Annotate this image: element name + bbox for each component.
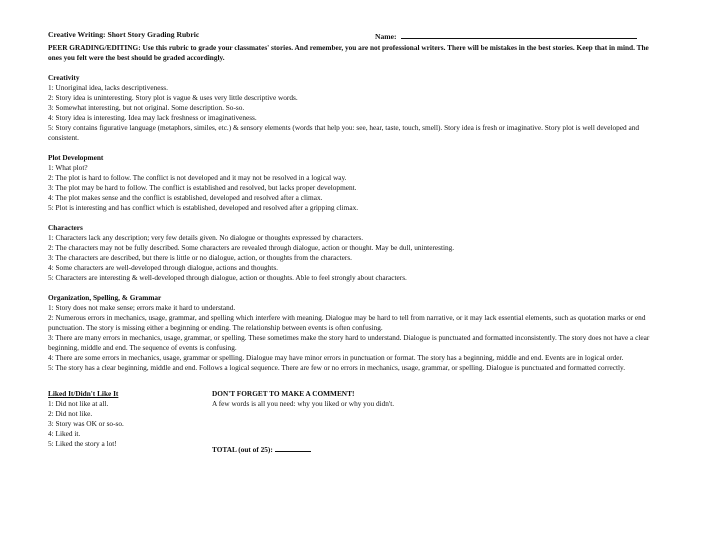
rubric-item: 2: Numerous errors in mechanics, usage, grammar, and spelling which interfere with meaning. Dialogue may be hard to tell from narrative, or it may lack essential elements, such as quotation marks or end punctuation. The story is missing either a beginning or ending. The relationship between events is often confusing.	[48, 313, 646, 332]
rubric-item: 4: Story idea is interesting. Idea may lack freshness or imaginativeness.	[48, 113, 257, 122]
liked-item: 2: Did not like.	[48, 409, 93, 418]
name-blank-line	[401, 30, 637, 39]
liked-section	[48, 389, 208, 449]
section-plot-development	[48, 153, 663, 213]
section-title: Creativity	[48, 73, 80, 82]
liked-item: 4: Liked it.	[48, 429, 81, 438]
section-organization-spelling-grammar	[48, 293, 663, 373]
comment-title: DON'T FORGET TO MAKE A COMMENT!	[212, 389, 355, 398]
total-field	[212, 443, 311, 455]
liked-title: Liked It/Didn't Like It	[48, 389, 119, 398]
page-title: Creative Writing: Short Story Grading Rubric	[48, 30, 200, 39]
header	[48, 30, 663, 41]
section-title: Organization, Spelling, & Grammar	[48, 293, 162, 302]
comment-text: A few words is all you need: why you liked or why you didn't.	[212, 399, 395, 408]
rubric-item: 5: The story has a clear beginning, middle and end. Follows a logical sequence. There are few or no errors in mechanics, usage, grammar, or spelling. Dialogue is punctuated and formatted correctly.	[48, 363, 626, 372]
rubric-item: 1: Unoriginal idea, lacks descriptiveness.	[48, 83, 168, 92]
rubric-item: 1: Characters lack any description; very few details given. No dialogue or thoughts expressed by characters.	[48, 233, 364, 242]
total-blank-line	[275, 443, 311, 452]
rubric-item: 5: Plot is interesting and has conflict which is established, developed and resolved after a gripping climax.	[48, 203, 359, 212]
section-creativity	[48, 73, 663, 143]
rubric-item: 2: Story idea is uninteresting. Story plot is vague & uses very little descriptive words.	[48, 93, 298, 102]
rubric-item: 2: The plot is hard to follow. The conflict is not developed and it may not be resolved in a logical way.	[48, 173, 347, 182]
comment-section	[212, 389, 512, 409]
rubric-item: 1: Story does not make sense; errors make it hard to understand.	[48, 303, 236, 312]
rubric-item: 3: There are many errors in mechanics, usage, grammar, or spelling. These sometimes make the story hard to understand. Dialogue is punctuated and formatted inconsistently. The story does not have a clear beginning, middle and end. The sequence of events is confusing.	[48, 333, 650, 352]
liked-item: 3: Story was OK or so-so.	[48, 419, 124, 428]
section-characters	[48, 223, 663, 283]
rubric-item: 3: The characters are described, but there is little or no dialogue, action, or thoughts from the characters.	[48, 253, 352, 262]
rubric-item: 3: The plot may be hard to follow. The conflict is established and resolved, but lacks proper development.	[48, 183, 357, 192]
peer-grading-intro: PEER GRADING/EDITING: Use this rubric to grade your classmates' stories. And remember, you are not professional writers. There will be mistakes in the best stories. Keep that in mind. The ones you felt were the best should be graded accordingly.	[48, 43, 649, 62]
rubric-item: 4: There are some errors in mechanics, usage, grammar or spelling. Dialogue may have minor errors in punctuation or format. The story has a beginning, middle and end. Events are in logical order.	[48, 353, 624, 362]
rubric-item: 2: The characters may not be fully described. Some characters are revealed through dialogue, action or thought. May be dull, uninteresting.	[48, 243, 455, 252]
section-title: Plot Development	[48, 153, 104, 162]
section-title: Characters	[48, 223, 83, 232]
total-label: TOTAL (out of 25):	[212, 445, 273, 454]
liked-item: 1: Did not like at all.	[48, 399, 109, 408]
name-field	[375, 30, 637, 42]
rubric-item: 5: Characters are interesting & well-developed through dialogue, action or thoughts. Able to feel strongly about characters.	[48, 273, 407, 282]
rubric-item: 5: Story contains figurative language (metaphors, similes, etc.) & sensory elements (words that help you: see, hear, taste, touch, smell). Story idea is fresh or imaginative. Story plot is well developed and consistent.	[48, 123, 640, 142]
rubric-item: 4: The plot makes sense and the conflict is established, developed and resolved after a climax.	[48, 193, 323, 202]
name-label: Name:	[375, 32, 397, 41]
rubric-item: 3: Somewhat interesting, but not original. Some description. So-so.	[48, 103, 245, 112]
rubric-item: 4: Some characters are well-developed through dialogue, actions and thoughts.	[48, 263, 278, 272]
rubric-item: 1: What plot?	[48, 163, 88, 172]
liked-item: 5: Liked the story a lot!	[48, 439, 117, 448]
bottom-section	[48, 389, 663, 469]
